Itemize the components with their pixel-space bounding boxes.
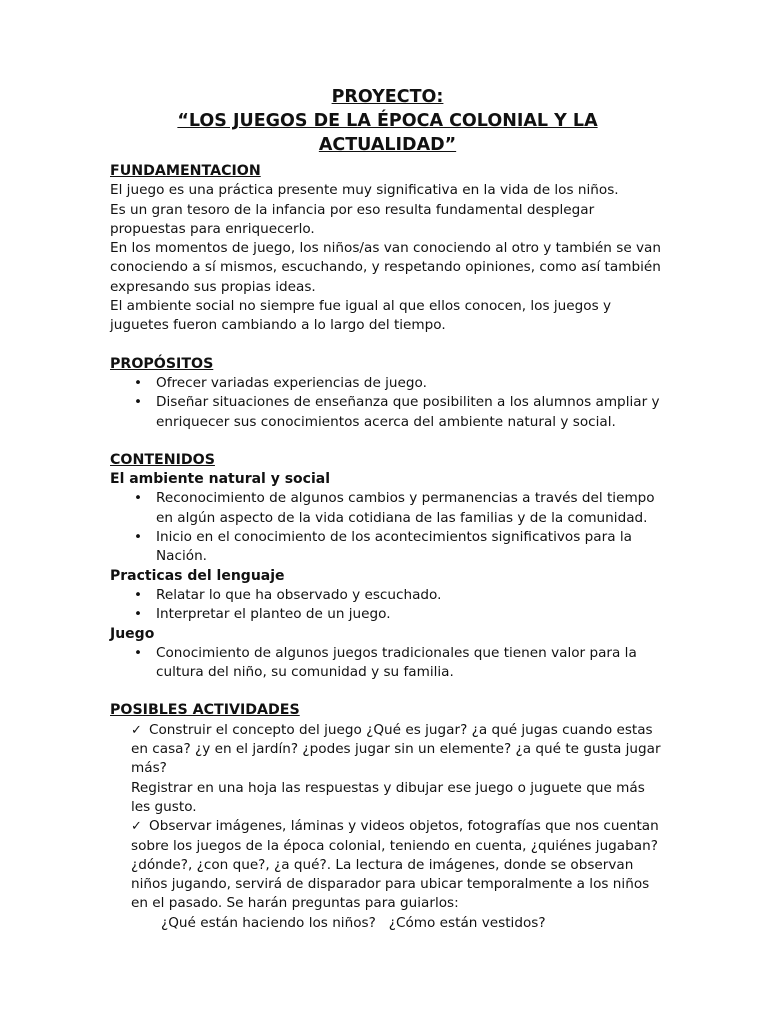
contenidos-heading: CONTENIDOS bbox=[110, 451, 215, 468]
list-item bbox=[110, 489, 665, 528]
list-item bbox=[110, 374, 665, 393]
bullet-icon: • bbox=[133, 644, 143, 661]
list-item-text: Relatar lo que ha observado y escuchado. bbox=[156, 586, 442, 603]
propositos-list bbox=[110, 374, 665, 432]
fundamentacion-paragraph: En los momentos de juego, los niños/as van conociendo al otro y también se van conociendo a sí mismos, escuchando, y respetando opiniones, como así también expresando sus propias ideas. bbox=[110, 240, 661, 295]
list-item-text: Conocimiento de algunos juegos tradicionales que tienen valor para la cultura del niño, su comunidad y su familia. bbox=[156, 644, 637, 681]
guiding-questions: ¿Qué están haciendo los niños? ¿Cómo están vestidos? bbox=[161, 914, 546, 931]
bullet-icon: • bbox=[133, 606, 143, 623]
fundamentacion-paragraph: Es un gran tesoro de la infancia por eso resulta fundamental desplegar propuestas para enriquecerlo. bbox=[110, 201, 595, 237]
juego-list bbox=[110, 644, 665, 683]
list-item bbox=[110, 644, 665, 683]
title-line-1: PROYECTO: bbox=[331, 87, 444, 107]
title-line-3: ACTUALIDAD” bbox=[318, 135, 457, 155]
list-item-text: Ofrecer variadas experiencias de juego. bbox=[156, 374, 427, 391]
list-item bbox=[110, 528, 665, 567]
section-title-ambiente: El ambiente natural y social bbox=[110, 471, 331, 488]
fundamentacion-paragraph: El juego es una práctica presente muy significativa en la vida de los niños. bbox=[110, 182, 619, 199]
propositos-heading: PROPÓSITOS bbox=[110, 355, 214, 372]
activity-note: Registrar en una hoja las respuestas y dibujar ese juego o juguete que más les gusto. bbox=[131, 779, 645, 815]
bullet-icon: • bbox=[133, 586, 143, 603]
checkmark-icon: ✓ bbox=[131, 819, 142, 835]
activity-text: Observar imágenes, láminas y videos objetos, fotografías que nos cuentan sobre los juegos de la época colonial, teniendo en cuenta, ¿quiénes jugaban? ¿dónde?, ¿con que?, ¿a qué?. La lectura de imágenes, donde se observan niños jugando, servirá de disparador para ubicar temporalmente a los niños en el pasado. Se harán preguntas para guiarlos: bbox=[131, 818, 659, 912]
bullet-icon: • bbox=[133, 529, 143, 546]
title-line-2: “LOS JUEGOS DE LA ÉPOCA COLONIAL Y LA bbox=[177, 111, 598, 131]
bullet-icon: • bbox=[133, 374, 143, 391]
ambiente-list bbox=[110, 489, 665, 566]
document-page bbox=[110, 86, 665, 933]
fundamentacion-heading: FUNDAMENTACION bbox=[110, 163, 261, 179]
section-title-juego: Juego bbox=[110, 625, 155, 642]
bullet-icon: • bbox=[133, 394, 143, 411]
activity-item bbox=[110, 817, 665, 913]
bullet-icon: • bbox=[133, 490, 143, 507]
list-item-text: Interpretar el planteo de un juego. bbox=[156, 606, 391, 623]
lenguaje-list bbox=[110, 586, 665, 625]
checkmark-icon: ✓ bbox=[131, 722, 142, 738]
list-item bbox=[110, 605, 665, 624]
list-item-text: Reconocimiento de algunos cambios y permanencias a través del tiempo en algún aspecto de la vida cotidiana de las familias y de la comunidad. bbox=[156, 490, 655, 526]
list-item-text: Diseñar situaciones de enseñanza que posibiliten a los alumnos ampliar y enriquecer sus conocimientos acerca del ambiente natural y social. bbox=[156, 394, 660, 430]
fundamentacion-paragraph: El ambiente social no siempre fue igual al que ellos conocen, los juegos y juguetes fueron cambiando a lo largo del tiempo. bbox=[110, 298, 612, 334]
list-item bbox=[110, 393, 665, 432]
list-item-text: Inicio en el conocimiento de los acontecimientos significativos para la Nación. bbox=[156, 529, 632, 565]
activity-item bbox=[110, 721, 665, 779]
list-item bbox=[110, 586, 665, 605]
section-title-lenguaje: Practicas del lenguaje bbox=[110, 567, 285, 584]
actividades-heading: POSIBLES ACTIVIDADES bbox=[110, 702, 300, 719]
activity-text: Construir el concepto del juego ¿Qué es jugar? ¿a qué jugas cuando estas en casa? ¿y en el jardín? ¿podes jugar sin un elemente? ¿a qué te gusta jugar más? bbox=[131, 721, 661, 777]
